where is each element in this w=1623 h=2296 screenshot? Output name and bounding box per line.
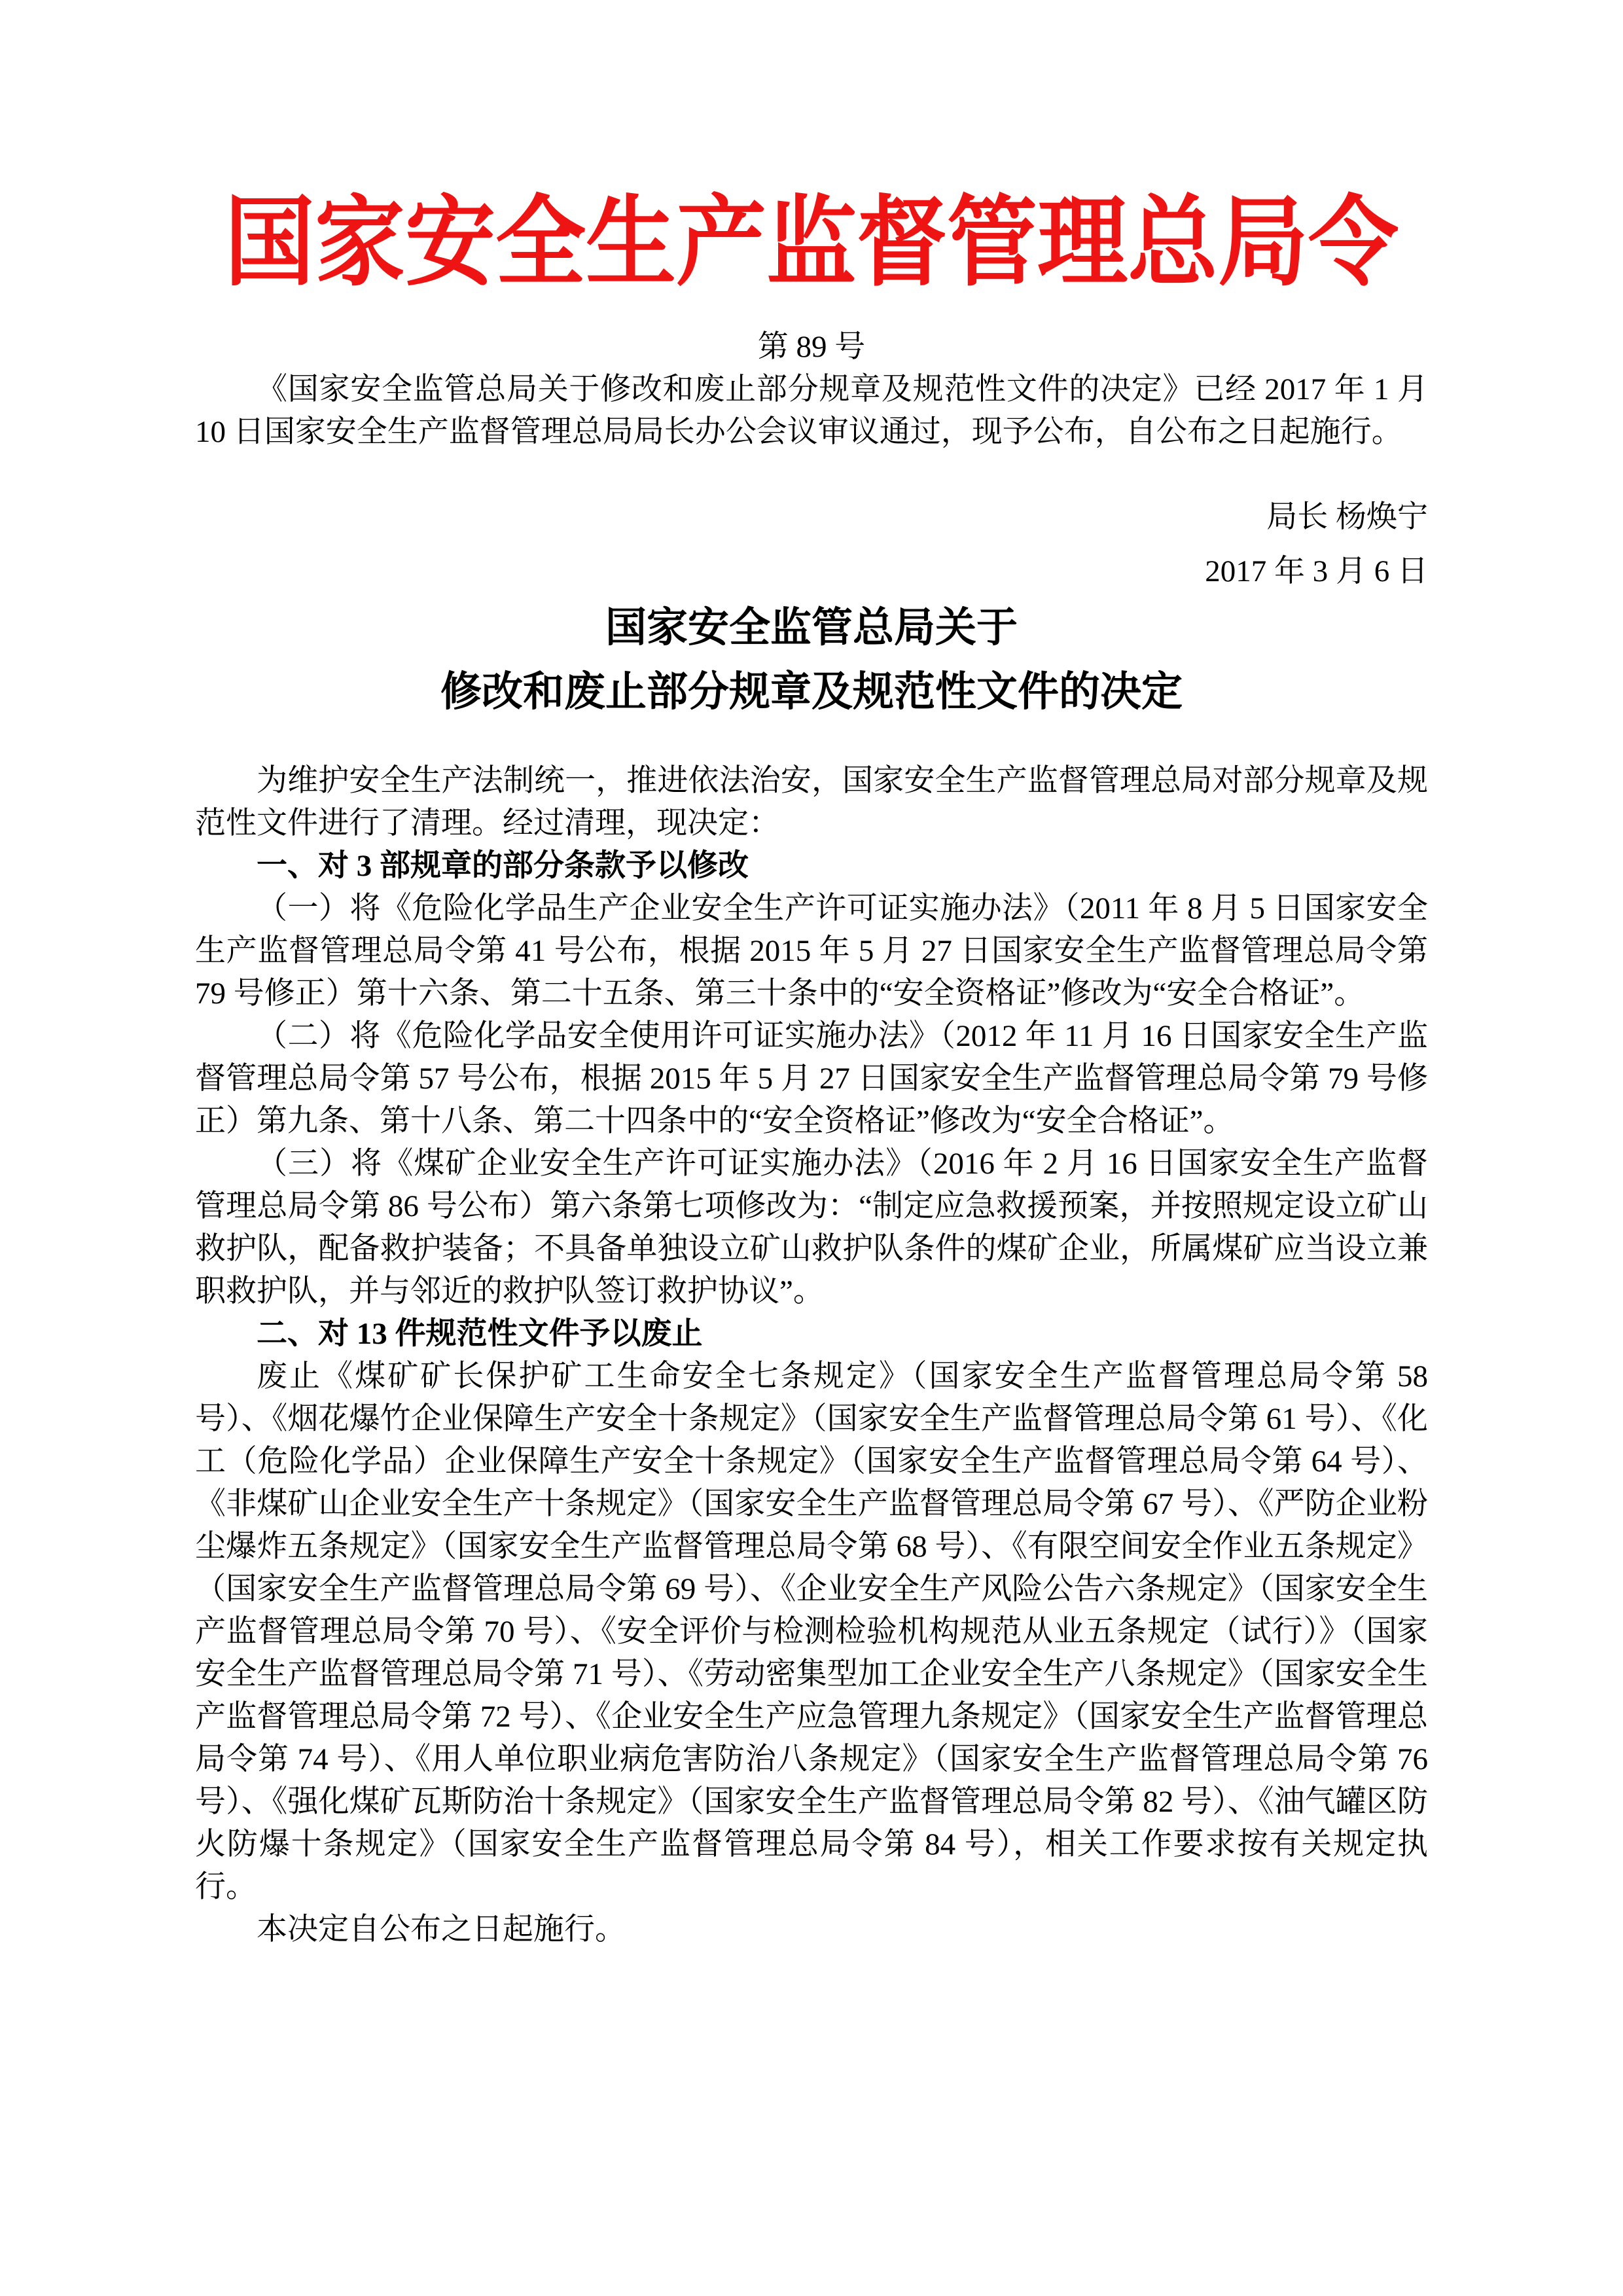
paragraph-effective-date: 本决定自公布之日起施行。 (257, 1912, 626, 1946)
paragraph-item-1: （一）将《危险化学品生产企业安全生产许可证实施办法》（2011 年 8 月 5 日国家安全生产监督管理总局令第 41 号公布，根据 2015 年 5 月 27 日国家安全生产监督管理总局令第 79 号修正）第十六条、第二十五条、第三十条中的“安全资格证”修改为“安全合格证”。 (195, 891, 1428, 1011)
section-heading-2: 二、对 13 件规范性文件予以废止 (257, 1317, 703, 1351)
decree-number: 第 89 号 (757, 330, 866, 364)
signature-date: 2017 年 3 月 6 日 (1205, 554, 1428, 588)
decision-title (0, 596, 1623, 724)
agency-title: 国家安全生产监督管理总局令 (224, 189, 1399, 298)
paragraph-repeal-list: 废止《煤矿矿长保护矿工生命安全七条规定》（国家安全生产监督管理总局令第 58 号）、《烟花爆竹企业保障生产安全十条规定》（国家安全生产监督管理总局令第 61 号）、《化工（危险化学品）企业保障生产安全十条规定》（国家安全生产监督管理总局令第 64 号）、《非煤矿山企业安全生产十条规定》（国家安全生产监督管理总局令第 67 号）、《严防企业粉尘爆炸五条规定》（国家安全生产监督管理总局令第 68 号）、《有限空间安全作业五条规定》（国家安全生产监督管理总局令第 69 号）、《企业安全生产风险公告六条规定》（国家安全生产监督管理总局令第 70 号）、《安全评价与检测检验机构规范从业五条规定（试行）》（国家安全生产监督管理总局令第 71 号）、《劳动密集型加工企业安全生产八条规定》（国家安全生产监督管理总局令第 72 号）、《企业安全生产应急管理九条规定》（国家安全生产监督管理总局令第 74 号）、《用人单位职业病危害防治八条规定》（国家安全生产监督管理总局令第 76 号）、《强化煤矿瓦斯防治十条规定》（国家安全生产监督管理总局令第 82 号）、《油气罐区防火防爆十条规定》（国家安全生产监督管理总局令第 84 号），相关工作要求按有关规定执行。 (195, 1359, 1428, 1904)
decision-body (195, 760, 1428, 1951)
signature-line: 局长 杨焕宁 (1266, 500, 1428, 534)
paragraph-item-3: （三）将《煤矿企业安全生产许可证实施办法》（2016 年 2 月 16 日国家安全生产监督管理总局令第 86 号公布）第六条第七项修改为：“制定应急救援预案，并按照规定设立矿山救护队，配备救护装备；不具备单独设立矿山救护队条件的煤矿企业，所属煤矿应当设立兼职救护队，并与邻近的救护队签订救护协议”。 (195, 1147, 1428, 1308)
paragraph-item-2: （二）将《危险化学品安全使用许可证实施办法》（2012 年 11 月 16 日国家安全生产监督管理总局令第 57 号公布，根据 2015 年 5 月 27 日国家安全生产监督管理总局令第 79 号修正）第九条、第十八条、第二十四条中的“安全资格证”修改为“安全合格证”。 (195, 1019, 1428, 1138)
decision-title-line-1: 国家安全监管总局关于 (605, 605, 1018, 651)
paragraph-intro: 为维护安全生产法制统一，推进依法治安，国家安全生产监督管理总局对部分规章及规范性文件进行了清理。经过清理，现决定： (195, 764, 1428, 840)
agency-title-banner (0, 0, 1623, 301)
promulgation-paragraph: 《国家安全监管总局关于修改和废止部分规章及规范性文件的决定》已经 2017 年 1 月 10 日国家安全生产监督管理总局局长办公会议审议通过，现予公布，自公布之日起施行。 (195, 372, 1428, 449)
section-heading-1: 一、对 3 部规章的部分条款予以修改 (257, 849, 749, 883)
decision-title-line-2: 修改和废止部分规章及规范性文件的决定 (440, 669, 1183, 715)
